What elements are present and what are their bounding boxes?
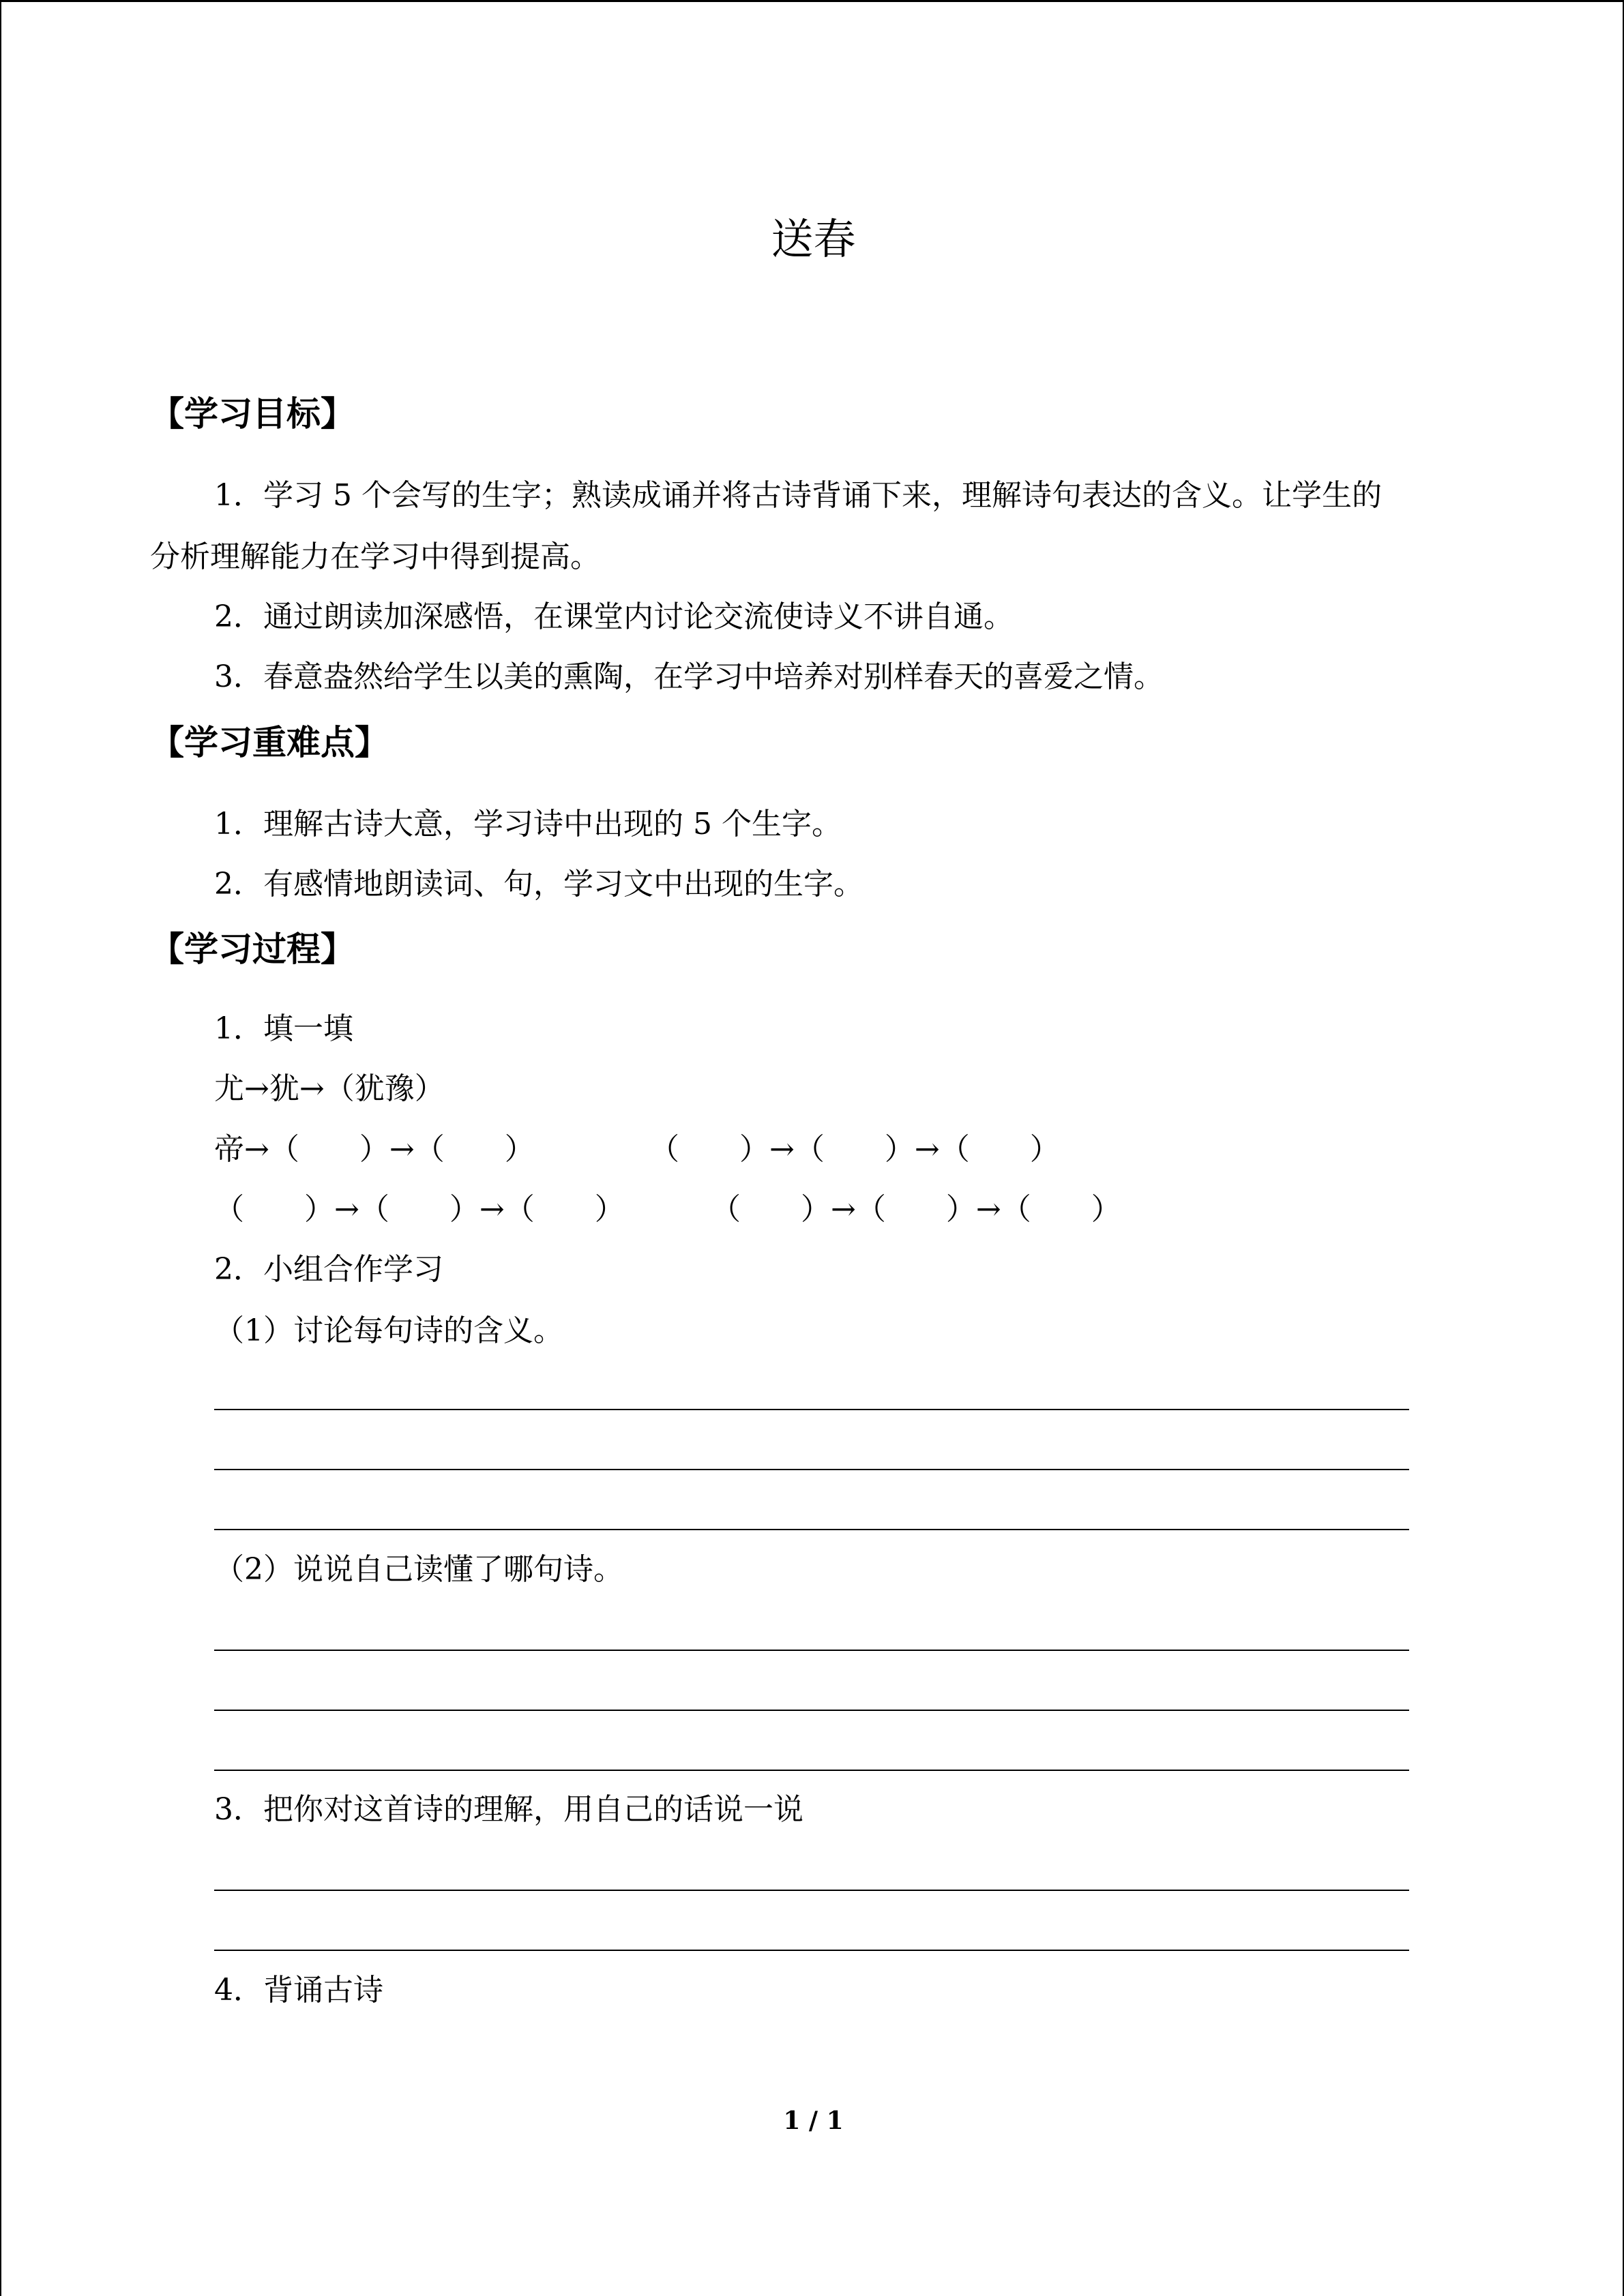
answer-line[interactable]	[214, 1469, 1409, 1470]
page-title: 送春	[771, 214, 856, 264]
answer-line[interactable]	[214, 1409, 1409, 1410]
goal-item-1-line-2: 分析理解能力在学习中得到提高。	[150, 539, 600, 574]
section-heading-key-points: 【学习重难点】	[150, 723, 389, 762]
exercise-1-row-2-left: （ ）→（ ）→（ ）	[214, 1192, 625, 1227]
goal-item-1-line-1: 1．学习 5 个会写的生字；熟读成诵并将古诗背诵下来，理解诗句表达的含义。让学生的	[214, 478, 1382, 513]
exercise-1-row-1-left: 帝→（ ）→（ ）	[214, 1132, 535, 1167]
answer-line[interactable]	[214, 1529, 1409, 1530]
key-point-item-1: 1．理解古诗大意，学习诗中出现的 5 个生字。	[214, 807, 842, 841]
key-point-item-2: 2．有感情地朗读词、句，学习文中出现的生字。	[214, 867, 863, 901]
answer-line[interactable]	[214, 1770, 1409, 1771]
exercise-1-label: 1．填一填	[214, 1011, 353, 1046]
answer-line[interactable]	[214, 1710, 1409, 1711]
exercise-3-label: 3．把你对这首诗的理解，用自己的话说一说	[214, 1792, 803, 1827]
section-heading-process: 【学习过程】	[150, 929, 355, 969]
answer-line[interactable]	[214, 1890, 1409, 1891]
exercise-2-label: 2．小组合作学习	[214, 1252, 443, 1287]
answer-line[interactable]	[214, 1650, 1409, 1651]
answer-line[interactable]	[214, 1950, 1409, 1951]
goal-item-2: 2．通过朗读加深感悟，在课堂内讨论交流使诗义不讲自通。	[214, 599, 1014, 634]
exercise-2-sub-2: （2）说说自己读懂了哪句诗。	[214, 1552, 623, 1587]
exercise-1-row-2-right: （ ）→（ ）→（ ）	[711, 1192, 1121, 1227]
section-heading-goals: 【学习目标】	[150, 394, 355, 434]
exercise-4-label: 4．背诵古诗	[214, 1973, 383, 2008]
exercise-1-example: 尤→犹→（犹豫）	[214, 1071, 445, 1106]
page-number: 1 / 1	[783, 2106, 844, 2135]
exercise-2-sub-1: （1）讨论每句诗的含义。	[214, 1313, 563, 1348]
exercise-1-row-1-right: （ ）→（ ）→（ ）	[649, 1132, 1060, 1167]
goal-item-3: 3．春意盎然给学生以美的熏陶，在学习中培养对别样春天的喜爱之情。	[214, 659, 1164, 694]
